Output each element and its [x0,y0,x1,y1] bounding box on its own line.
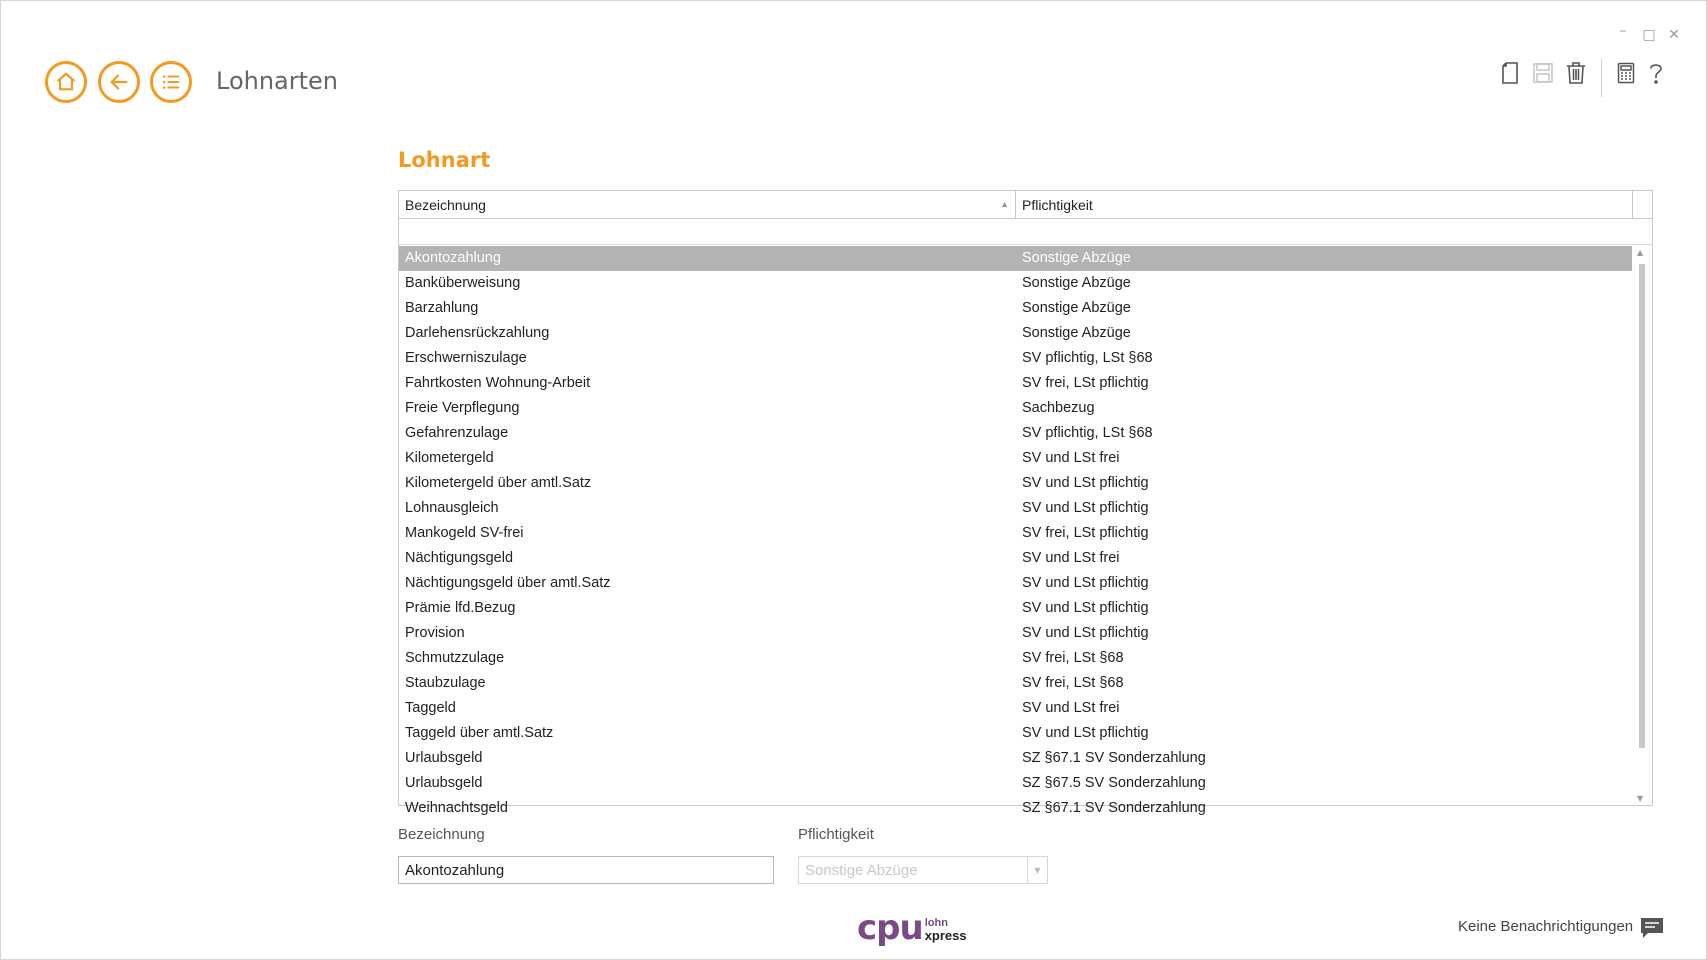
cell-pflichtigkeit: Sonstige Abzüge [1022,325,1131,341]
cell-bezeichnung: Kilometergeld [405,450,494,466]
bezeichnung-input[interactable] [398,856,774,884]
cell-pflichtigkeit: SV pflichtig, LSt §68 [1022,425,1153,441]
cell-bezeichnung: Akontozahlung [405,250,501,266]
cell-pflichtigkeit: SV und LSt pflichtig [1022,575,1149,591]
list-icon [160,71,182,93]
table-row[interactable] [399,596,1632,621]
cell-bezeichnung: Nächtigungsgeld über amtl.Satz [405,575,611,591]
scrollbar-thumb[interactable] [1639,264,1645,748]
help-button[interactable] [1643,59,1669,87]
save-button[interactable] [1530,59,1556,87]
delete-icon [1565,61,1587,85]
table-row[interactable] [399,496,1632,521]
grid-header [399,191,1652,219]
cell-pflichtigkeit: SV frei, LSt pflichtig [1022,375,1149,391]
cell-bezeichnung: Mankogeld SV-frei [405,525,524,541]
maximize-button[interactable]: □ [1642,27,1656,43]
page-title: Lohnarten [216,67,339,95]
cell-bezeichnung: Gefahrenzulage [405,425,509,441]
cell-pflichtigkeit: SV pflichtig, LSt §68 [1022,350,1153,366]
list-button[interactable] [150,61,192,103]
minimize-button[interactable]: – [1619,23,1627,39]
sort-ascending-icon: ▲ [1000,199,1009,209]
table-row[interactable] [399,621,1632,646]
cell-pflichtigkeit: SZ §67.1 SV Sonderzahlung [1022,750,1206,766]
cell-bezeichnung: Banküberweisung [405,275,521,291]
bezeichnung-label: Bezeichnung [398,826,485,843]
cell-bezeichnung: Urlaubsgeld [405,750,483,766]
table-row[interactable] [399,646,1632,671]
logo-bottom-text: xpress [924,928,967,943]
cell-pflichtigkeit: SZ §67.1 SV Sonderzahlung [1022,800,1206,816]
cell-pflichtigkeit: Sonstige Abzüge [1022,275,1131,291]
column-header-pflichtigkeit[interactable] [1016,191,1633,218]
cell-bezeichnung: Lohnausgleich [405,500,499,516]
table-row[interactable] [399,796,1632,821]
table-row[interactable] [399,371,1632,396]
cell-pflichtigkeit: SV frei, LSt pflichtig [1022,525,1149,541]
cell-pflichtigkeit: SV und LSt pflichtig [1022,725,1149,741]
back-arrow-icon [108,71,130,93]
new-document-icon [1500,61,1520,85]
section-title: Lohnart [398,148,491,172]
table-row[interactable] [399,671,1632,696]
back-button[interactable] [98,61,140,103]
cell-pflichtigkeit: SZ §67.5 SV Sonderzahlung [1022,775,1206,791]
cell-pflichtigkeit: SV und LSt frei [1022,550,1120,566]
table-row[interactable] [399,546,1632,571]
table-row[interactable] [399,771,1632,796]
home-icon [55,71,77,93]
save-icon [1532,62,1554,84]
vertical-scrollbar[interactable] [1632,246,1652,805]
cell-pflichtigkeit: SV frei, LSt §68 [1022,650,1124,666]
cell-bezeichnung: Kilometergeld über amtl.Satz [405,475,592,491]
cell-bezeichnung: Erschwerniszulage [405,350,527,366]
toolbar-divider [1601,59,1602,97]
logo-main-text: cpu [857,908,923,948]
table-row[interactable] [399,246,1632,271]
close-button[interactable]: ✕ [1668,27,1680,43]
grid-rows [399,246,1632,816]
column-header-label: Pflichtigkeit [1022,197,1093,213]
cell-bezeichnung: Weihnachtsgeld [405,800,508,816]
scroll-up-icon[interactable]: ▲ [1637,248,1644,257]
cell-bezeichnung: Taggeld über amtl.Satz [405,725,554,741]
calculator-button[interactable] [1613,59,1639,87]
cell-pflichtigkeit: SV und LSt pflichtig [1022,500,1149,516]
cell-pflichtigkeit: SV und LSt pflichtig [1022,600,1149,616]
cell-bezeichnung: Darlehensrückzahlung [405,325,550,341]
home-button[interactable] [45,61,87,103]
cell-pflichtigkeit: SV und LSt pflichtig [1022,625,1149,641]
cell-pflichtigkeit: Sonstige Abzüge [1022,250,1131,266]
table-row[interactable] [399,421,1632,446]
lohnart-grid [398,190,1653,816]
calculator-icon [1617,62,1635,84]
notifications-button[interactable] [1639,916,1665,940]
delete-button[interactable] [1563,59,1589,87]
table-row[interactable] [399,446,1632,471]
cell-pflichtigkeit: SV und LSt frei [1022,450,1120,466]
cell-pflichtigkeit: Sonstige Abzüge [1022,300,1131,316]
table-row[interactable] [399,746,1632,771]
new-button[interactable] [1497,59,1523,87]
cell-bezeichnung: Provision [405,625,465,641]
help-icon [1648,61,1664,85]
filter-row[interactable] [399,219,1652,245]
table-row[interactable] [399,346,1632,371]
cell-bezeichnung: Schmutzzulage [405,650,505,666]
cell-pflichtigkeit: Sachbezug [1022,400,1095,416]
cell-pflichtigkeit: SV und LSt frei [1022,700,1120,716]
pflichtigkeit-select[interactable] [798,856,1048,884]
cell-bezeichnung: Prämie lfd.Bezug [405,600,516,616]
table-row[interactable] [399,471,1632,496]
table-row[interactable] [399,296,1632,321]
notifications-status: Keine Benachrichtigungen [1458,918,1634,935]
cell-bezeichnung: Barzahlung [405,300,479,316]
table-row[interactable] [399,696,1632,721]
table-row[interactable] [399,396,1632,421]
table-row[interactable] [399,271,1632,296]
cell-bezeichnung: Urlaubsgeld [405,775,483,791]
pflichtigkeit-label: Pflichtigkeit [798,826,874,843]
table-row[interactable] [399,721,1632,746]
cell-bezeichnung: Taggeld [405,700,456,716]
logo-top-text: lohn [924,917,948,929]
pflichtigkeit-select-value: Sonstige Abzüge [805,862,918,879]
chat-bubble-icon [1639,916,1665,940]
cell-bezeichnung: Staubzulage [405,675,486,691]
cell-pflichtigkeit: SV frei, LSt §68 [1022,675,1124,691]
chevron-down-icon[interactable]: ▼ [1027,857,1047,883]
scroll-down-icon[interactable]: ▼ [1637,794,1644,803]
cpu-lohnxpress-logo [857,908,967,948]
table-row[interactable] [399,321,1632,346]
column-header-bezeichnung[interactable] [399,191,1016,218]
cell-bezeichnung: Fahrtkosten Wohnung-Arbeit [405,375,591,391]
table-row[interactable] [399,521,1632,546]
cell-pflichtigkeit: SV und LSt pflichtig [1022,475,1149,491]
cell-bezeichnung: Freie Verpflegung [405,400,520,416]
cell-bezeichnung: Nächtigungsgeld [405,550,514,566]
table-row[interactable] [399,571,1632,596]
column-header-label: Bezeichnung [405,197,486,213]
